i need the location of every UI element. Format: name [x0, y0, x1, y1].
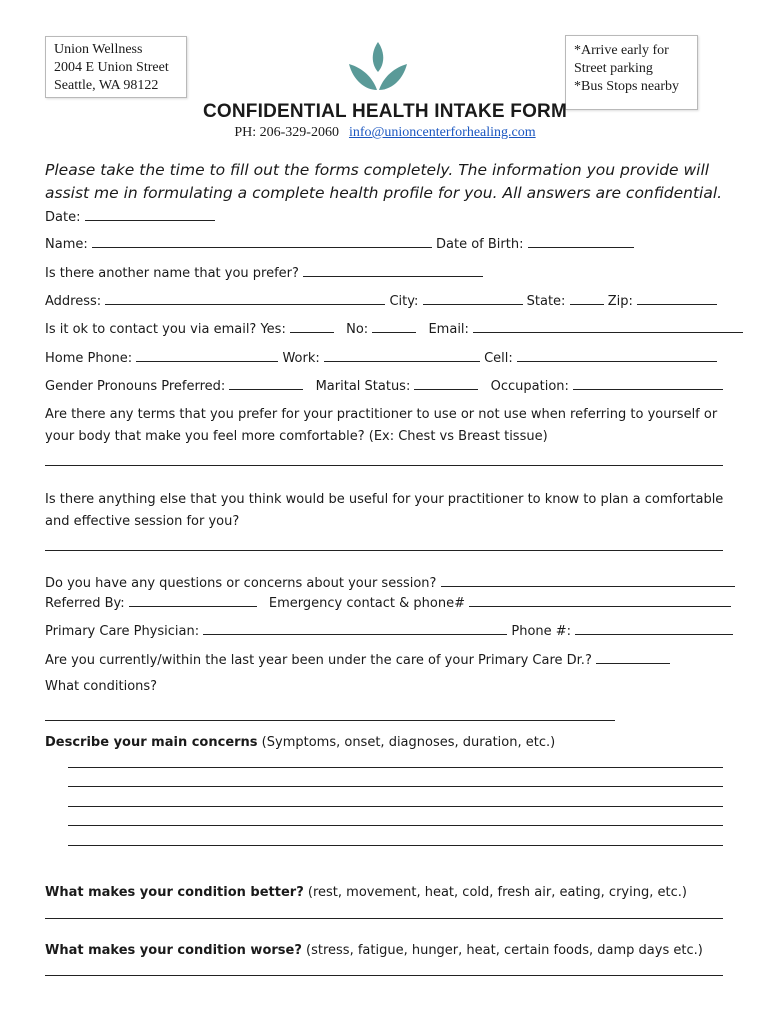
- org-name: Union Wellness: [54, 42, 143, 57]
- bus-note: *Bus Stops nearby: [574, 79, 679, 94]
- concerns-hint: (Symptoms, onset, diagnoses, duration, etc.): [257, 735, 556, 750]
- preferred-name-field[interactable]: [303, 262, 483, 277]
- state-field[interactable]: [570, 290, 604, 305]
- pronouns-row: [45, 375, 723, 393]
- date-field[interactable]: [85, 206, 215, 221]
- useful-question: Is there anything else that you think would be useful for your practitioner to know to plan a comfortable and effective session for you?: [45, 492, 724, 529]
- pronouns-field[interactable]: [229, 375, 303, 390]
- leaf-logo-icon: [347, 40, 409, 94]
- referred-field[interactable]: [129, 592, 257, 607]
- address-box: [45, 36, 187, 98]
- address-row: [45, 290, 717, 308]
- questions-label: Do you have any questions or concerns about your session?: [45, 576, 437, 591]
- contact-line: [0, 125, 770, 141]
- pronouns-label: Gender Pronouns Preferred:: [45, 379, 226, 394]
- concerns-line-1[interactable]: [68, 767, 723, 768]
- dob-label: Date of Birth:: [436, 237, 524, 252]
- questions-row: [45, 572, 735, 590]
- useful-answer-line[interactable]: [45, 550, 723, 551]
- better-label: What makes your condition better?: [45, 885, 304, 900]
- name-field[interactable]: [92, 233, 432, 248]
- form-title: CONFIDENTIAL HEALTH INTAKE FORM: [202, 101, 567, 122]
- name-label: Name:: [45, 237, 88, 252]
- name-row: [45, 233, 634, 251]
- terms-answer-line[interactable]: [45, 465, 723, 466]
- under-care-label: Are you currently/within the last year been under the care of your Primary Care Dr.?: [45, 653, 592, 668]
- under-care-row: [45, 649, 670, 667]
- referral-row: [45, 592, 731, 610]
- home-phone-field[interactable]: [136, 347, 278, 362]
- conditions-row: [45, 678, 157, 696]
- date-row: [45, 206, 215, 224]
- pcp-phone-label: Phone #:: [511, 624, 572, 639]
- concerns-line-4[interactable]: [68, 825, 723, 826]
- email-contact-row: [45, 318, 743, 336]
- state-label: State:: [526, 294, 566, 309]
- concerns-line-3[interactable]: [68, 806, 723, 807]
- email-ok-label: Is it ok to contact you via email? Yes:: [45, 322, 286, 337]
- zip-label: Zip:: [607, 294, 633, 309]
- dob-field[interactable]: [528, 233, 634, 248]
- date-label: Date:: [45, 210, 81, 225]
- concerns-line-5[interactable]: [68, 845, 723, 846]
- cell-phone-label: Cell:: [484, 351, 513, 366]
- city-state-zip: Seattle, WA 98122: [54, 78, 159, 93]
- home-phone-label: Home Phone:: [45, 351, 133, 366]
- worse-hint: (stress, fatigue, hunger, heat, certain foods, damp days etc.): [301, 943, 703, 958]
- emergency-label: Emergency contact & phone#: [268, 596, 465, 611]
- zip-field[interactable]: [637, 290, 717, 305]
- preferred-name-label: Is there another name that you prefer?: [45, 266, 299, 281]
- pcp-row: [45, 620, 733, 638]
- arrive-early-note: *Arrive early for: [574, 43, 669, 58]
- occupation-field[interactable]: [573, 375, 723, 390]
- conditions-answer-line[interactable]: [45, 720, 615, 721]
- better-row: [45, 884, 687, 902]
- worse-row: [45, 942, 703, 960]
- questions-field[interactable]: [441, 572, 735, 587]
- emergency-field[interactable]: [469, 592, 731, 607]
- address-field[interactable]: [105, 290, 385, 305]
- better-answer-line[interactable]: [45, 918, 723, 919]
- parking-note: Street parking: [574, 61, 653, 76]
- email-link[interactable]: info@unioncenterforhealing.com: [348, 125, 536, 140]
- pcp-phone-field[interactable]: [575, 620, 733, 635]
- pcp-label: Primary Care Physician:: [45, 624, 200, 639]
- marital-field[interactable]: [414, 375, 478, 390]
- cell-phone-field[interactable]: [517, 347, 717, 362]
- phone-number: PH: 206-329-2060: [234, 125, 339, 140]
- preferred-name-row: [45, 262, 483, 280]
- notice-box: [565, 35, 698, 110]
- email-no-label: No:: [346, 322, 369, 337]
- intro-text: Please take the time to fill out the forms completely. The information you provide will assist me in formulating a complete health profile for you. All answers are confidential.: [45, 161, 723, 202]
- email-no-field[interactable]: [372, 318, 416, 333]
- concerns-line-2[interactable]: [68, 786, 723, 787]
- marital-label: Marital Status:: [315, 379, 411, 394]
- work-phone-field[interactable]: [324, 347, 480, 362]
- phone-row: [45, 347, 717, 365]
- occupation-label: Occupation:: [490, 379, 569, 394]
- city-label: City:: [389, 294, 419, 309]
- concerns-row: [45, 734, 555, 752]
- city-field[interactable]: [423, 290, 523, 305]
- email-yes-field[interactable]: [290, 318, 334, 333]
- street-address: 2004 E Union Street: [54, 60, 169, 75]
- conditions-label: What conditions?: [45, 679, 158, 694]
- worse-answer-line[interactable]: [45, 975, 723, 976]
- email-label: Email:: [428, 322, 469, 337]
- concerns-label: Describe your main concerns: [45, 735, 258, 750]
- pcp-field[interactable]: [203, 620, 507, 635]
- referred-label: Referred By:: [45, 596, 125, 611]
- terms-question: Are there any terms that you prefer for your practitioner to use or not use when referring to yourself or your body that make you feel more comfortable? (Ex: Chest vs Breast tissue): [45, 407, 718, 444]
- under-care-field[interactable]: [596, 649, 670, 664]
- worse-label: What makes your condition worse?: [45, 943, 302, 958]
- email-field[interactable]: [473, 318, 743, 333]
- address-label: Address:: [45, 294, 102, 309]
- better-hint: (rest, movement, heat, cold, fresh air, eating, crying, etc.): [303, 885, 687, 900]
- work-phone-label: Work:: [282, 351, 320, 366]
